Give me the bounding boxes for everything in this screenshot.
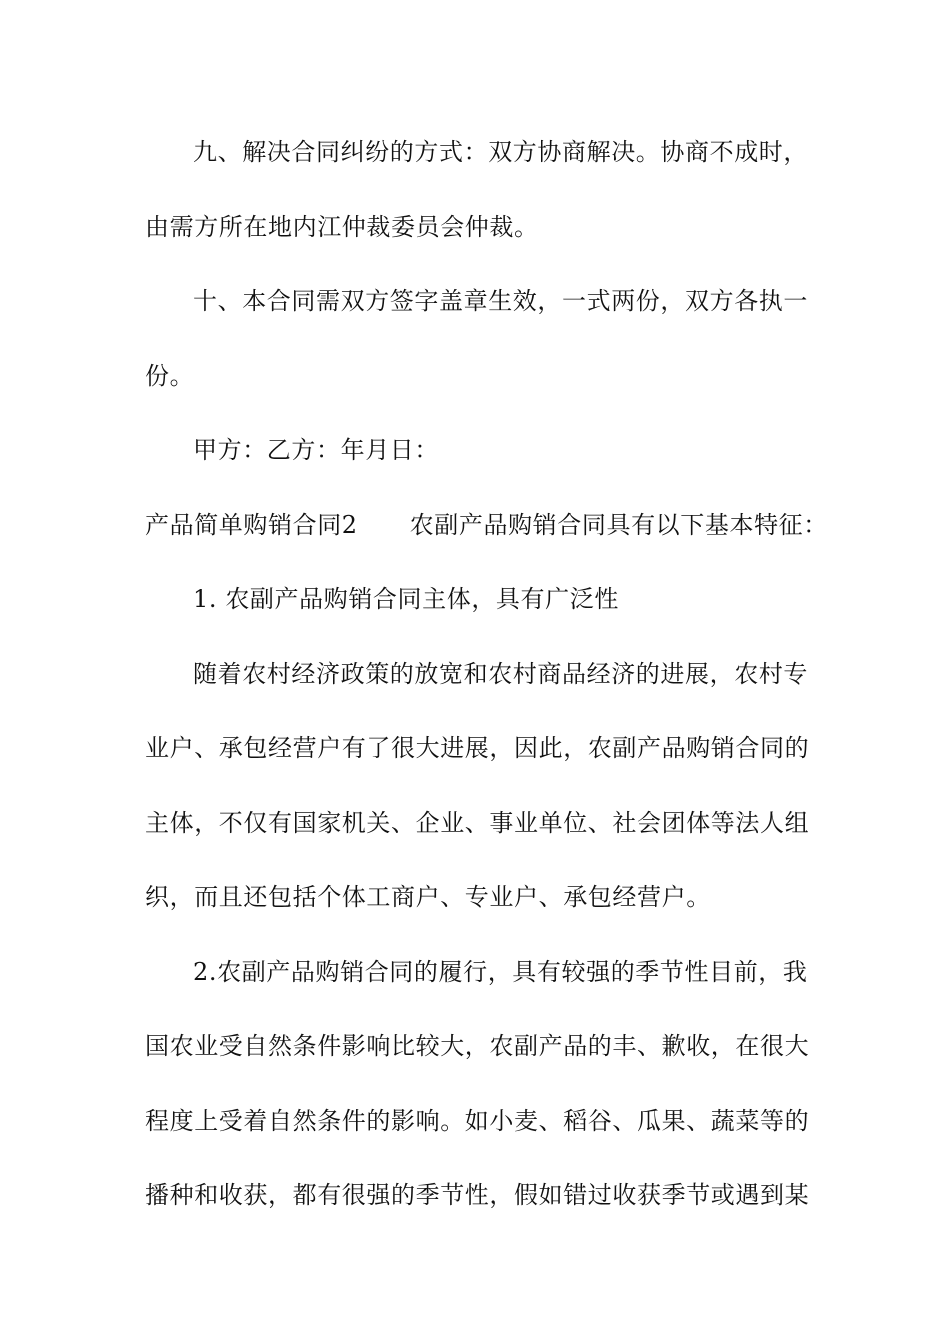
paragraph-line: 织，而且还包括个体工商户、专业户、承包经营户。 [145,883,711,911]
paragraph-line: 主体，不仅有国家机关、企业、事业单位、社会团体等法人组 [145,809,810,837]
paragraph-line: 随着农村经济政策的放宽和农村商品经济的进展，农村专 [193,660,808,688]
paragraph-line: 九、解决合同纠纷的方式：双方协商解决。协商不成时， [193,138,808,166]
paragraph-line: 份。 [145,362,195,390]
list-item-heading: 1. 农副产品购销合同主体，具有广泛性 [193,585,619,613]
paragraph-line: 程度上受着自然条件的影响。如小麦、稻谷、瓜果、蔬菜等的 [145,1107,810,1135]
section-heading-line [145,509,828,541]
section-title: 产品简单购销合同2 [145,511,358,539]
paragraph-line: 播种和收获，都有很强的季节性，假如错过收获季节或遇到某 [145,1181,810,1209]
signature-line: 甲方：乙方：年月日： [193,436,439,464]
paragraph-line: 国农业受自然条件影响比较大，农副产品的丰、歉收，在很大 [145,1032,810,1060]
paragraph-line: 业户、承包经营户有了很大进展，因此，农副产品购销合同的 [145,734,810,762]
paragraph-line: 十、本合同需双方签字盖章生效，一式两份，双方各执一 [193,287,808,315]
paragraph-line: 由需方所在地内江仲裁委员会仲裁。 [145,213,539,241]
section-intro: 农副产品购销合同具有以下基本特征： [409,511,828,539]
list-item-heading: 2.农副产品购销合同的履行，具有较强的季节性目前，我 [193,958,808,986]
